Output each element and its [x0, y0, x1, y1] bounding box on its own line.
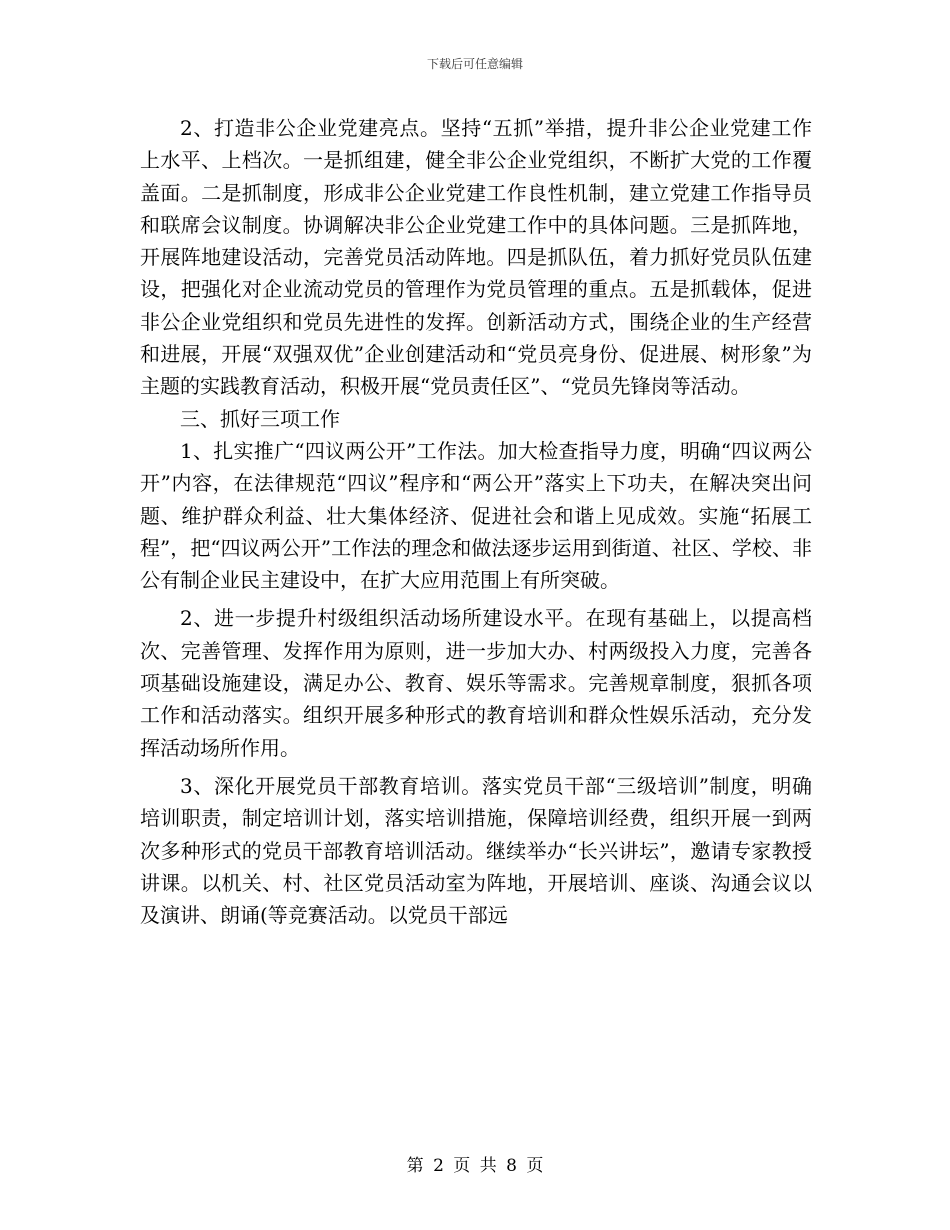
paragraph-cadre-education-training: 3、深化开展党员干部教育培训。落实党员干部“三级培训”制度，明确培训职责，制定培训计划，落实培训措施，保障培训经费，组织开展一到两次多种形式的党员干部教育培训活动。继续举办“长兴讲坛”，邀请专家教授讲课。以机关、村、社区党员活动室为阵地，开展培训、座谈、沟通会议以及演讲、朗诵(等竞赛活动。以党员干部远	[140, 773, 812, 928]
section-heading-three-tasks: 三、抓好三项工作	[180, 406, 340, 431]
paragraph-village-activity-venues: 2、进一步提升村级组织活动场所建设水平。在现有基础上，以提高档次、完善管理、发挥作用为原则，进一步加大办、村两级投入力度，完善各项基础设施建设，满足办公、教育、娱乐等需求。完善规章制度，狠抓各项工作和活动落实。组织开展多种形式的教育培训和群众性娱乐活动，充分发挥活动场所作用。	[140, 606, 812, 760]
document-body	[140, 112, 812, 931]
paragraph-nonpublic-enterprise-party-building: 2、打造非公企业党建亮点。坚持“五抓”举措，提升非公企业党建工作上水平、上档次。一是抓组建，健全非公企业党组织，不断扩大党的工作覆盖面。二是抓制度，形成非公企业党建工作良性机制，建立党建工作指导员和联席会议制度。协调解决非公企业党建工作中的具体问题。三是抓阵地，开展阵地建设活动，完善党员活动阵地。四是抓队伍，着力抓好党员队伍建设，把强化对企业流动党员的管理作为党员管理的重点。五是抓载体，促进非公企业党组织和党员先进性的发挥。创新活动方式，围绕企业的生产经营和进展，开展“双强双优”企业创建活动和“党员亮身份、促进展、树形象”为主题的实践教育活动，积极开展“党员责任区”、“党员先锋岗等活动。	[140, 116, 812, 399]
paragraph-four-discussions-two-disclosures: 1、扎实推广“四议两公开”工作法。加大检查指导力度，明确“四议两公开”内容，在法律规范“四议”程序和“两公开”落实上下功夫，在解决突出问题、维护群众利益、壮大集体经济、促进社会和谐上见成效。实施“拓展工程”，把“四议两公开”工作法的理念和做法逐步运用到街道、社区、学校、非公有制企业民主建设中，在扩大应用范围上有所突破。	[140, 438, 812, 593]
page-header: 下载后可任意编辑	[426, 57, 523, 71]
page-footer: 第 2 页 共 8 页	[406, 1156, 544, 1176]
